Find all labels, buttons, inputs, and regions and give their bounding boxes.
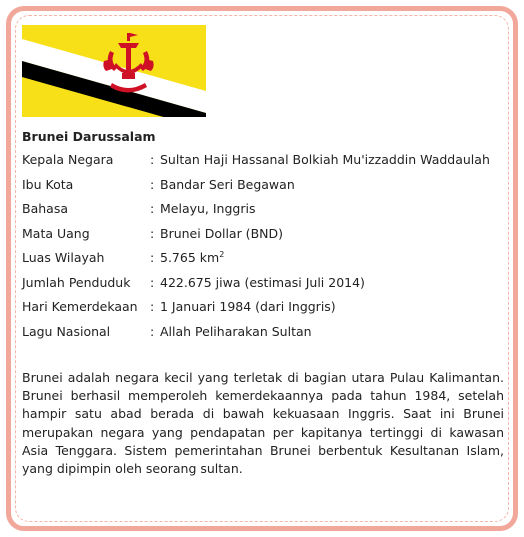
info-colon: : — [150, 250, 155, 265]
info-label: Jumlah Penduduk — [22, 274, 131, 290]
info-label: Kepala Negara — [22, 152, 114, 167]
info-row — [22, 152, 517, 177]
area-number: 5.765 km — [160, 250, 220, 266]
info-row — [22, 201, 517, 226]
country-title: Brunei Darussalam — [22, 129, 156, 144]
info-row — [22, 299, 517, 324]
info-value: Sultan Haji Hassanal Bolkiah Mu'izzaddin Waddaulah — [160, 152, 490, 167]
info-row — [22, 177, 517, 202]
info-row — [22, 324, 517, 349]
info-value: Allah Peliharakan Sultan — [160, 323, 312, 339]
info-colon: : — [150, 201, 155, 216]
area-superscript: 2 — [219, 250, 225, 259]
info-value: 422.675 jiwa (estimasi Juli 2014) — [160, 274, 365, 290]
info-colon: : — [150, 274, 155, 290]
info-label: Luas Wilayah — [22, 250, 105, 265]
info-label: Ibu Kota — [22, 176, 74, 192]
info-row — [22, 250, 517, 275]
info-row — [22, 226, 517, 251]
info-value: 1 Januari 1984 (dari Inggris) — [160, 299, 336, 314]
info-label: Hari Kemerdekaan — [22, 299, 138, 314]
info-colon: : — [150, 176, 155, 192]
info-colon: : — [150, 152, 155, 167]
info-label: Mata Uang — [22, 225, 90, 241]
info-colon: : — [150, 299, 155, 314]
country-info-table — [22, 152, 517, 348]
info-colon: : — [150, 225, 155, 241]
info-label: Lagu Nasional — [22, 323, 111, 339]
brunei-flag-image — [22, 25, 206, 117]
country-description: Brunei adalah negara kecil yang terletak di bagian utara Pulau Kalimantan. Brunei berhasil memperoleh kemerdekaannya pada tahun 1984, setelah hampir satu abad berada di bawah kekuasaan Inggris. Saat ini Brunei merupakan negara yang pendapatan per kapitanya tertinggi di kawasan Asia Tenggara. Sistem pemerintahan Brunei berbentuk Kesultanan Islam, yang dipimpin oleh seorang sultan. — [22, 370, 504, 477]
info-value: Brunei Dollar (BND) — [160, 225, 283, 241]
info-colon: : — [150, 323, 155, 339]
info-value: Melayu, Inggris — [160, 201, 256, 216]
info-row — [22, 275, 517, 300]
info-label: Bahasa — [22, 201, 68, 216]
info-value: Bandar Seri Begawan — [160, 176, 295, 192]
info-value-area — [160, 250, 517, 265]
